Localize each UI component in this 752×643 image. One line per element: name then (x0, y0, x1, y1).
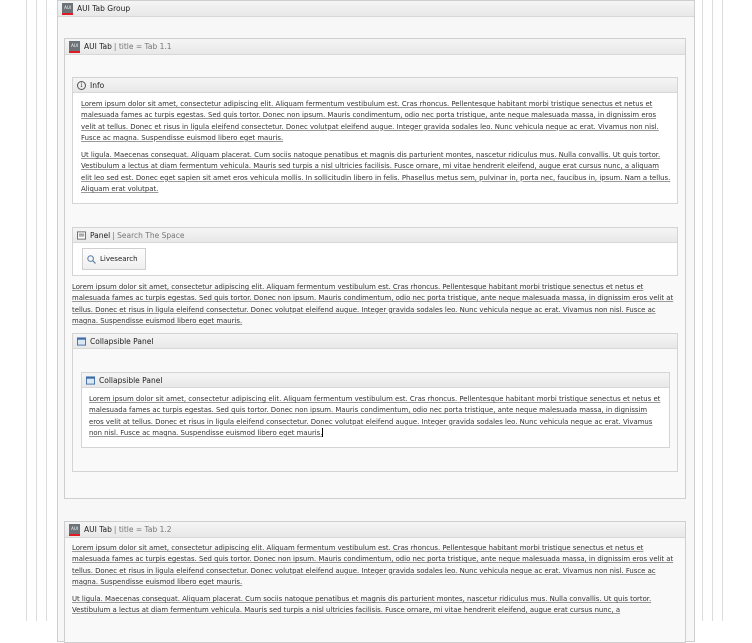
collapsible-outer-header[interactable] (73, 334, 677, 349)
info-paragraph-2: Ut ligula. Maecenas consequat. Aliquam placerat. Cum sociis natoque penatibus et magnis dis parturient montes, nascetur ridiculus mus. Nulla convallis. Ut quis tortor. Vestibulum a lectus at diam fermentum vehicula. Mauris sed turpis a nisl ultricies facilisis. Fusce ornare, mi vitae hendrerit eleifend, augue erat cursus nunc, a aliquam elit leo sed est. Donec eget sapien sit amet eros vehicula mollis. In sollicitudin libero in felis. Phasellus metus sem, pulvinar in, porta nec, faucibus in, ipsum. Nam a tellus. Aliquam erat volutpat. (81, 151, 671, 194)
tab-1-2-body (72, 543, 678, 617)
tab-1-2-paragraph-2: Ut ligula. Maecenas consequat. Aliquam placerat. Cum sociis natoque penatibus et magnis dis parturient montes, nascetur ridiculus mus. Nulla convallis. Ut quis tortor. Vestibulum a lectus at diam fermentum vehicula. Mauris sed turpis a nisl ultricies facilisis. Fusce ornare, mi vitae hendrerit eleifend, augue erat cursus nunc, a (72, 595, 652, 615)
tab-1-2-paragraph-1: Lorem ipsum dolor sit amet, consectetur adipiscing elit. Aliquam fermentum vestibulum est. Cras rhoncus. Pellentesque habitant morbi tristique senectus et netus et malesuada fames ac turpis egestas. Sed quis tortor. Donec non ipsum. Mauris condimentum, odio nec porta tristique, ante neque malesuada massa, in dignissim eros velit at tellus. Donec et risus in ligula eleifend consectetur. Donec volutpat eleifend augue. Integer gravida sodales leo. Nunc vehicula neque ac erat. Vivamus non nisl. Fusce ac magna. Suspendisse euismod libero eget mauris. (72, 544, 674, 586)
tab-1-1-header[interactable] (65, 39, 685, 55)
info-panel-header[interactable] (73, 78, 677, 93)
tab-subtitle: | title = Tab 1.1 (113, 42, 172, 51)
frame-line (712, 0, 713, 621)
search-panel-subtitle: | Search The Space (112, 230, 185, 240)
tab-group-header[interactable] (58, 1, 694, 17)
info-paragraph-1: Lorem ipsum dolor sit amet, consectetur adipiscing elit. Aliquam fermentum vestibulum est. Cras rhoncus. Pellentesque habitant morbi tristique senectus et netus et malesuada fames ac turpis egestas. Sed quis tortor. Donec non ipsum. Mauris condimentum, odio nec porta tristique, ante neque malesuada massa, in dignissim eros velit at tellus. Donec et risus in ligula eleifend consectetur. Donec volutpat eleifend augue. Integer gravida sodales leo. Nunc vehicula neque ac erat. Vivamus non nisl. Fusce ac magna. Suspendisse euismod libero eget mauris. (81, 100, 659, 142)
tab-group-title: AUI Tab Group (77, 4, 131, 13)
livesearch-label: Livesearch (100, 255, 138, 263)
collapsible-outer-title: Collapsible Panel (90, 336, 154, 346)
livesearch-button[interactable] (82, 248, 146, 270)
info-panel (72, 77, 678, 204)
aui-logo-icon: AUI (62, 3, 73, 15)
collapsible-inner-header[interactable] (82, 373, 669, 388)
search-panel-header[interactable] (73, 228, 677, 243)
info-icon: i (77, 81, 86, 90)
frame-line (702, 0, 703, 621)
collapsible-panel-icon (86, 376, 95, 385)
search-icon (87, 255, 96, 264)
tab-1-2 (64, 521, 686, 643)
info-panel-body (81, 99, 671, 195)
aui-logo-icon: AUI (69, 524, 80, 536)
collapsible-panel-inner (81, 372, 670, 448)
frame-line (46, 0, 47, 621)
frame-line (26, 0, 27, 621)
frame-line (36, 0, 37, 621)
text-cursor (322, 428, 323, 437)
tab-subtitle: | title = Tab 1.2 (113, 525, 172, 534)
aui-logo-icon: AUI (69, 41, 80, 53)
tab-title: AUI Tab (84, 42, 112, 51)
tab-title: AUI Tab (84, 525, 112, 534)
collapsible-inner-text: Lorem ipsum dolor sit amet, consectetur adipiscing elit. Aliquam fermentum vestibulum est. Cras rhoncus. Pellentesque habitant morbi tristique senectus et netus et malesuada fames ac turpis egestas. Sed quis tortor. Donec non ipsum. Mauris condimentum, odio nec porta tristique, ante neque malesuada massa, in dignissim eros velit at tellus. Donec et risus in ligula eleifend consectetur. Donec volutpat eleifend augue. Integer gravida sodales leo. Nunc vehicula neque ac erat. Vivamus non nisl. Fusce ac magna. Suspendisse euismod libero eget mauris. (89, 395, 661, 437)
collapsible-panel-icon (77, 337, 86, 346)
search-panel (72, 227, 678, 276)
collapsible-inner-title: Collapsible Panel (99, 375, 163, 385)
search-panel-title: Panel (90, 230, 111, 240)
collapsible-inner-body[interactable] (89, 394, 663, 439)
panel-icon (77, 231, 86, 240)
frame-line (722, 0, 723, 621)
info-panel-title: Info (90, 80, 105, 90)
tab-1-2-header[interactable] (65, 522, 685, 538)
main-text (72, 282, 677, 327)
main-paragraph: Lorem ipsum dolor sit amet, consectetur adipiscing elit. Aliquam fermentum vestibulum est. Cras rhoncus. Pellentesque habitant morbi tristique senectus et netus et malesuada fames ac turpis egestas. Sed quis tortor. Donec non ipsum. Mauris condimentum, odio nec porta tristique, ante neque malesuada massa, in dignissim eros velit at tellus. Donec et risus in ligula eleifend consectetur. Donec volutpat eleifend augue. Integer gravida sodales leo. Nunc vehicula neque ac erat. Vivamus non nisl. Fusce ac magna. Suspendisse euismod libero eget mauris. (72, 283, 674, 325)
